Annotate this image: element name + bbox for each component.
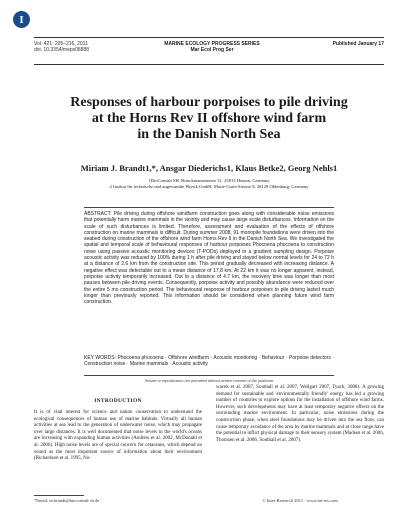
right-column-text: wacek et al. 2007, Southall et al. 2007, Weilgart 2007, Tyack, 2008). A growing demand for sustainable and 'environmentally friendly' energy has led a growing number of countries to explore options for the installation of offshore wind farms. However, such developments may have at least temporary negative effects on the surrounding marine environment. In particular, noise emissions during the construction phase, when steel foundations may be driven into the sea floor, can cause temporary avoidance of the area by marine mammals and at close range have the potential to inflict physical damage to their sensory system (Madsen et al. 2006, Thomsen et al. 2006, Southall et al. 2007). [216,385,384,443]
resale-notice: Resale or republication not permitted without written consent of the publisher [144,379,274,383]
left-column-text: It is of vital interest for science and nature conservation to understand the ecological consequences of human use of marine habitats. Virtually all human activities at sea lead to the generation of underwater noise, which may propagate over large distances. It is well documented that noise levels in the world's oceans are increasing with expanding human activities (Andrew et al. 2002, McDonald et al. 2006). High noise levels are of special concern for cetaceans, which depend on sound as the most important source of information about their environment (Richardson et al. 1995, No- [34,410,202,462]
affiliation-line: 2 Institut für technische und angewandte Physik GmbH, Marie-Curie-Strasse 8, 26129 Oldenburg, Germany [109,184,309,189]
footnote-rule [34,495,84,496]
section-heading: INTRODUCTION [94,398,142,404]
title-line: Responses of harbour porpoises to pile driving [70,95,348,110]
volume-info [34,41,89,53]
corresponding-email: *Email: m.brandt@bioconsult-sh.de [34,498,100,503]
affiliations [34,178,384,190]
journal-header [34,37,384,65]
keywords-bottom-rule [84,375,334,376]
logo-letter: I [19,13,24,26]
publisher-logo [13,11,30,28]
journal-title [122,41,302,53]
journal-name: MARINE ECOLOGY PROGRESS SERIES [164,41,260,47]
title-line: at the Horns Rev II offshore wind farm [91,111,327,126]
abstract [84,211,334,305]
copyright: © Inter-Research 2011 · www.int-res.com [262,498,338,503]
volume-line: Vol. 421: 205–216, 2011 [34,41,88,47]
keywords [84,355,334,368]
abstract-label: ABSTRACT: [84,211,112,217]
published-date: Published January 17 [332,41,384,47]
abstract-text: Pile driving during offshore windfarm construction goes along with considerable noise emissions that potentially harm marine mammals in the vicinity and may cause large scale disturbances. Information on the scale of such disturbances is limited. Therefore, assessment and evaluation of the effects of offshore construction on marine mammals is difficult. During summer 2008, 91 monopile foundations were driven into the seabed during construction of the offshore wind farm Horns Rev II in the Danish North Sea. We investigated the spatial and temporal scale of behavioural responses of harbour porpoises Phocoena phocoena to construction noise using passive acoustic monitoring devices (T-PODs) deployed in a gradient sampling design. Porpoise acoustic activity was reduced by 100% during 1 h after pile driving and stayed below normal levels for 24 to 72 h at a distance of 2.6 km from the construction site. This period gradually decreased with increasing distance. A negative effect was detectable out to a mean distance of 17.8 km. At 22 km it was no longer apparent, instead, porpoise activity temporarily increased. Out to a distance of 4.7 km, the recovery time was longer than most pauses between pile driving events. Consequently, porpoise activity and possibly abundance were reduced over the entire 5 mo construction period. The behavioural response of harbour porpoises to pile driving lasted much longer than previously reported. This information should be considered when planning future wind farm construction. [84,211,335,306]
abstract-top-rule [84,207,334,208]
title-line: in the Danish North Sea [137,127,281,142]
keywords-label: KEY WORDS: [84,355,116,361]
doi-line: doi: 10.3354/meps08888 [34,47,90,53]
keywords-text: Phocoena phocoena · Offshore windfarm · Acoustic monitoring · Behaviour · Porpoise detectors · Construction noise · Marine mammals · Acoustic activity [84,355,335,368]
affiliation-line: 1BioConsult SH, Brinckmannstrasse 31, 25813 Husum, Germany [148,178,270,183]
paper-title [34,95,384,143]
journal-abbrev: Mar Ecol Prog Ser [190,47,234,53]
author-list: Miriam J. Brandt1,*, Ansgar Diederichs1, Klaus Betke2, Georg Nehls1 [80,163,338,173]
